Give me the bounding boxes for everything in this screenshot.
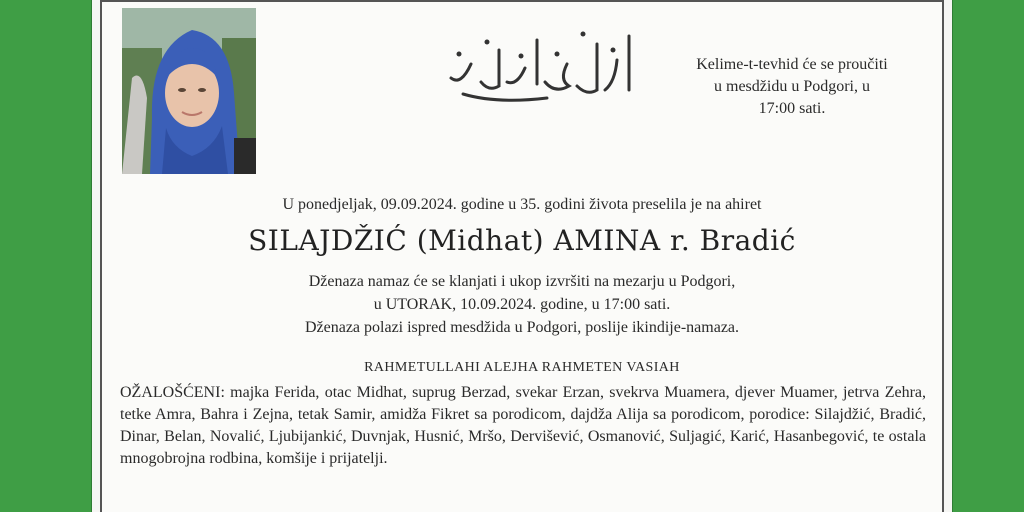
portrait-photo <box>122 8 256 174</box>
tevhid-notice <box>662 54 922 120</box>
mourners-paragraph <box>120 382 926 470</box>
notice-line: 17:00 sati. <box>758 100 826 117</box>
notice-line: Kelime-t-tevhid će se proučiti <box>696 56 888 73</box>
funeral-details <box>102 270 942 339</box>
details-line: Dženaza polazi ispred mesdžida u Podgori, poslije ikindije-namaza. <box>304 319 740 336</box>
prayer-line: RAHMETULLAHI ALEJHA RAHMETEN VASIAH <box>364 360 680 375</box>
intro-text: U ponedjeljak, 09.09.2024. godine u 35. godini života preselila je na ahiret <box>282 196 762 213</box>
details-line: u UTORAK, 10.09.2024. godine, u 17:00 sati. <box>373 296 671 313</box>
mourners-text: OŽALOŠĆENI: majka Ferida, otac Midhat, suprug Berzad, svekar Erzan, svekrva Muamera, djever Muamer, jetrva Zehra, tetke Amra, Bahra i Zejna, tetak Samir, amidža Fikret sa porodicom, dajdža Alija sa porodicom, porodice: Silajdžić, Bradić, Dinar, Belan, Novalić, Ljubijankić, Duvnjak, Husnić, Mršo, Dervišević, Osmanović, Suljagić, Karić, Hasanbegović, te ostala mnogobrojna rodbina, komšije i prijatelji. <box>120 384 926 467</box>
obituary-card <box>100 0 944 512</box>
details-line: Dženaza namaz će se klanjati i ukop izvršiti na mezarju u Podgori, <box>308 273 736 290</box>
obituary-frame <box>92 0 952 512</box>
arabic-calligraphy <box>437 20 647 110</box>
notice-line: u mesdžidu u Podgori, u <box>714 78 870 95</box>
deceased-name: SILAJDŽIĆ (Midhat) AMINA r. Bradić <box>248 224 796 257</box>
